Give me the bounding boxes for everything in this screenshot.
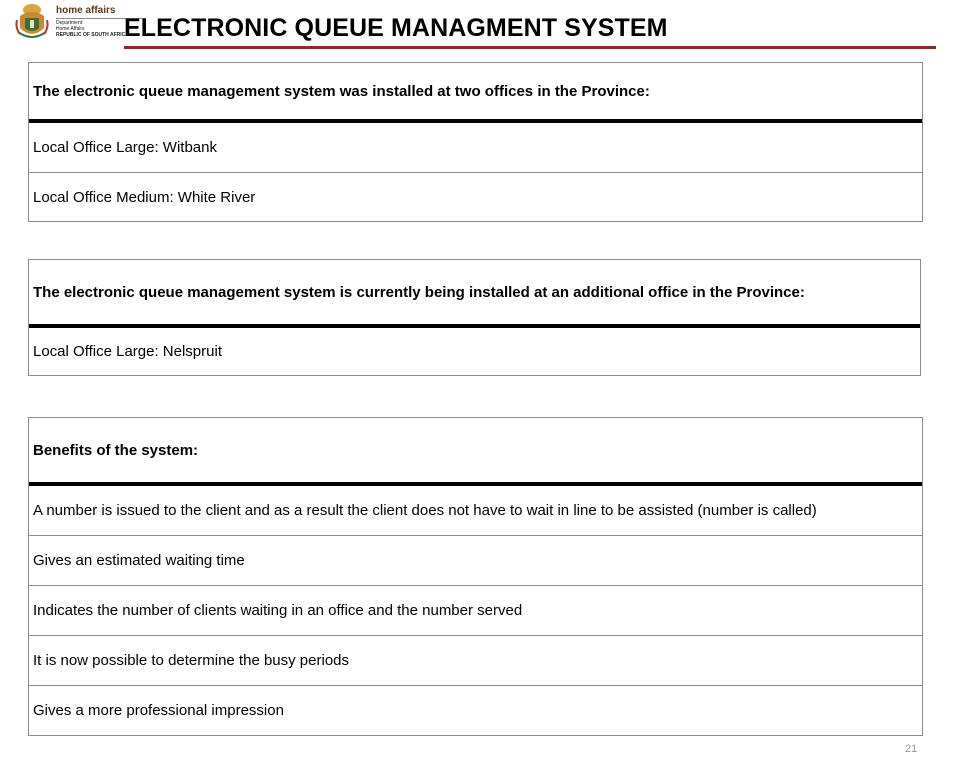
installing-offices-table bbox=[28, 259, 921, 376]
logo-department-text bbox=[56, 20, 129, 38]
title-underline bbox=[124, 46, 936, 49]
table-row: Local Office Large: Nelspruit bbox=[33, 343, 222, 360]
logo-dept-line: REPUBLIC OF SOUTH AFRICA bbox=[56, 32, 129, 38]
table-row: Indicates the number of clients waiting in an office and the number served bbox=[29, 586, 922, 636]
home-affairs-logo bbox=[12, 2, 142, 42]
table-row: Local Office Large: Witbank bbox=[29, 123, 922, 173]
logo-dept-line: Department: bbox=[56, 20, 84, 26]
installed-offices-table bbox=[28, 62, 923, 222]
logo-dept-line: Home Affairs bbox=[56, 26, 85, 32]
table-row: Local Office Medium: White River bbox=[33, 188, 256, 206]
table-row: A number is issued to the client and as a result the client does not have to wait in line to be assisted (number is called) bbox=[29, 486, 922, 536]
table-header: Benefits of the system: bbox=[29, 418, 922, 486]
logo-brand-text: home affairs bbox=[56, 5, 116, 16]
page-number: 21 bbox=[905, 743, 918, 755]
table-header: The electronic queue management system was installed at two offices in the Province: bbox=[29, 63, 922, 123]
table-header: The electronic queue management system is currently being installed at an additional office in the Province: bbox=[29, 260, 920, 328]
table-row: Gives an estimated waiting time bbox=[29, 536, 922, 586]
table-row: Gives a more professional impression bbox=[33, 702, 284, 719]
page-title: ELECTRONIC QUEUE MANAGMENT SYSTEM bbox=[124, 14, 668, 42]
coat-of-arms-icon bbox=[14, 2, 50, 42]
benefits-table bbox=[28, 417, 923, 736]
table-row: It is now possible to determine the busy periods bbox=[29, 636, 922, 686]
